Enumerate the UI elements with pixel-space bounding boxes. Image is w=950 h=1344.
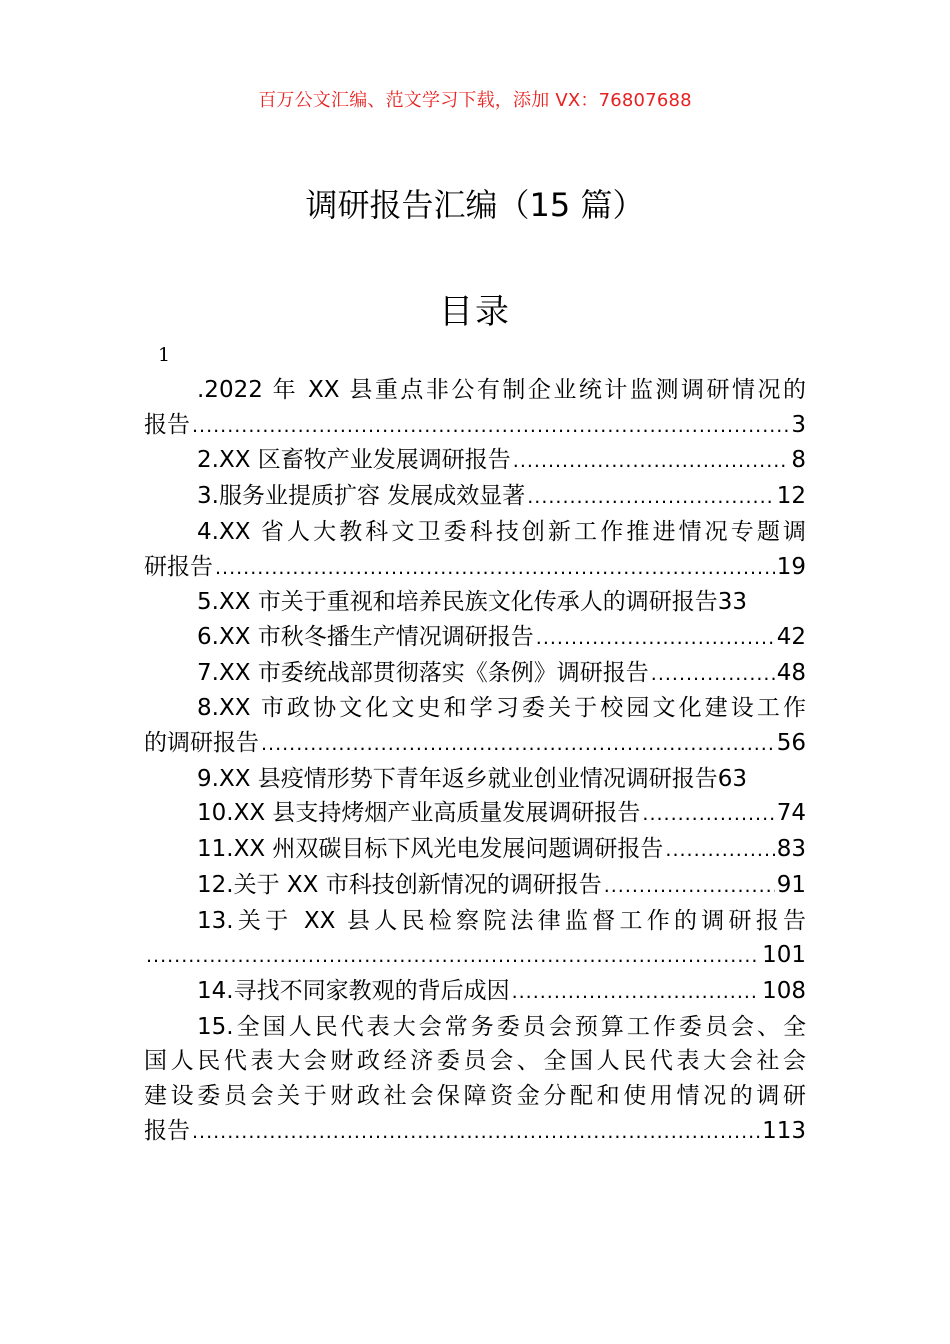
toc-entry-title: 7.XX 市委统战部贯彻落实《条例》调研报告 bbox=[197, 659, 649, 686]
toc-entry[interactable] bbox=[144, 479, 806, 515]
toc-entry[interactable] bbox=[144, 904, 806, 974]
toc-entry-title-cont: 报告 bbox=[144, 411, 190, 438]
toc-entry-page: 63 bbox=[717, 765, 748, 792]
toc-entry-title-cont: 的调研报告 bbox=[144, 730, 259, 757]
toc-entry-title: 10.XX 县支持烤烟产业高质量发展调研报告 bbox=[197, 800, 641, 827]
toc-entry-page: 113 bbox=[762, 1117, 806, 1144]
dot-leader bbox=[536, 621, 775, 656]
stray-number: 1 bbox=[158, 344, 171, 366]
dot-leader bbox=[192, 409, 789, 444]
toc-entry[interactable] bbox=[144, 656, 806, 692]
toc-entry-title: 5.XX 市关于重视和培养民族文化传承人的调研报告 bbox=[197, 589, 718, 616]
toc-entry-page: 91 bbox=[776, 871, 806, 898]
toc-entry-title: 3.服务业提质扩容 发展成效显著 bbox=[197, 483, 526, 510]
toc-entry-title: 13.关于 XX 县人民检察院法律监督工作的调研报告 bbox=[197, 907, 806, 934]
toc-entry-page: 74 bbox=[776, 800, 806, 827]
header-note: 百万公文汇编、范文学习下载，添加 VX：76807688 bbox=[258, 90, 692, 111]
toc-heading: 目录 bbox=[439, 292, 511, 332]
dot-leader bbox=[642, 797, 774, 832]
toc-entry-title: 6.XX 市秋冬播生产情况调研报告 bbox=[197, 623, 534, 650]
toc-entry-title-cont: 研报告 bbox=[144, 553, 213, 580]
dot-leader bbox=[192, 1115, 760, 1150]
toc-entry[interactable] bbox=[144, 620, 806, 656]
toc-entry-title: 4.XX 省人大教科文卫委科技创新工作推进情况专题调 bbox=[197, 518, 806, 545]
toc-entry-title-cont: 报告 bbox=[144, 1117, 190, 1144]
dot-leader bbox=[527, 480, 774, 515]
dot-leader bbox=[665, 833, 774, 868]
dot-leader bbox=[512, 975, 761, 1010]
toc-entry[interactable] bbox=[144, 585, 806, 620]
toc-entry-title-cont: 建设委员会关于财政社会保障资金分配和使用情况的调研 bbox=[144, 1083, 806, 1110]
toc-entry[interactable] bbox=[144, 691, 806, 761]
toc-entry-page: 12 bbox=[776, 483, 806, 510]
toc-entry-title: 8.XX 市政协文化文史和学习委关于校园文化建设工作 bbox=[197, 695, 806, 722]
toc-entry-title: 9.XX 县疫情形势下青年返乡就业创业情况调研报告 bbox=[197, 765, 718, 792]
toc-entry-page: 48 bbox=[776, 659, 806, 686]
toc-entry[interactable] bbox=[144, 515, 806, 585]
document-title: 调研报告汇编（15 篇） bbox=[305, 186, 645, 224]
toc-entry[interactable] bbox=[144, 443, 806, 479]
toc-entry-page: 42 bbox=[776, 623, 806, 650]
toc-entry-page: 101 bbox=[762, 942, 806, 969]
toc-entry-title: 14.寻找不同家教观的背后成因 bbox=[197, 977, 510, 1004]
toc-entry[interactable] bbox=[144, 974, 806, 1010]
toc-entry-title: .2022 年 XX 县重点非公有制企业统计监测调研情况的 bbox=[197, 377, 806, 403]
toc-entry-page: 56 bbox=[776, 730, 806, 757]
table-of-contents bbox=[144, 373, 806, 1149]
toc-entry-title: 15.全国人民代表大会常务委员会预算工作委员会、全 bbox=[197, 1013, 806, 1040]
toc-entry[interactable] bbox=[144, 373, 806, 443]
toc-entry[interactable] bbox=[144, 762, 806, 797]
toc-entry-page: 83 bbox=[776, 836, 806, 863]
toc-entry-title: 2.XX 区畜牧产业发展调研报告 bbox=[197, 447, 511, 474]
dot-leader bbox=[513, 444, 790, 479]
toc-entry-page: 3 bbox=[791, 411, 806, 438]
toc-entry[interactable] bbox=[144, 1010, 806, 1150]
toc-entry-title-cont: 国人民代表大会财政经济委员会、全国人民代表大会社会 bbox=[144, 1048, 806, 1075]
toc-entry-page: 108 bbox=[762, 977, 806, 1004]
toc-entry-page: 8 bbox=[791, 447, 806, 474]
dot-leader bbox=[215, 551, 775, 586]
dot-leader bbox=[146, 939, 760, 974]
toc-entry-page: 19 bbox=[776, 553, 806, 580]
toc-entry[interactable] bbox=[144, 832, 806, 868]
dot-leader bbox=[651, 657, 775, 692]
toc-entry-page: 33 bbox=[717, 589, 748, 616]
toc-entry-title: 12.关于 XX 市科技创新情况的调研报告 bbox=[197, 871, 602, 898]
toc-entry[interactable] bbox=[144, 868, 806, 904]
dot-leader bbox=[261, 727, 775, 762]
toc-entry[interactable] bbox=[144, 796, 806, 832]
dot-leader bbox=[604, 869, 775, 904]
toc-entry-title: 11.XX 州双碳目标下风光电发展问题调研报告 bbox=[197, 836, 664, 863]
